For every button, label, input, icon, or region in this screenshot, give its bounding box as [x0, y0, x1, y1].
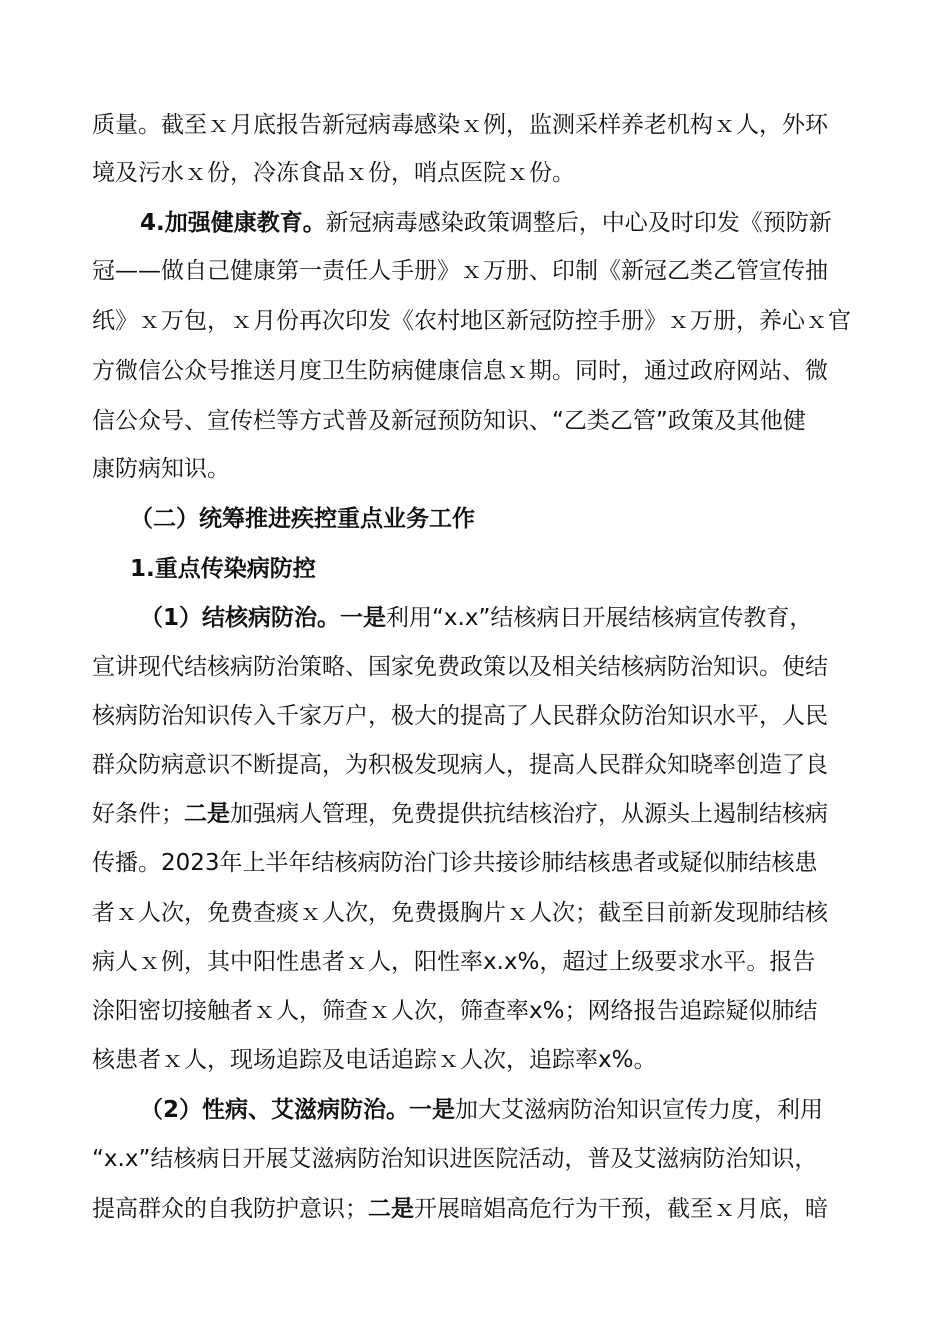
- text-line: （2）性病、艾滋病防治。一是加大艾滋病防治知识宣传力度，利用: [140, 1097, 824, 1123]
- text-line: 群众防病意识不断提高，为积极发现病人，提高人民群众知晓率创造了良: [92, 752, 828, 778]
- text-line: 核患者ｘ人，现场追踪及电话追踪ｘ人次，追踪率x%。: [92, 1047, 657, 1073]
- text-line: 好条件；二是加强病人管理，免费提供抗结核治疗，从源头上遏制结核病: [92, 801, 828, 827]
- text-line: 核病防治知识传入千家万户，极大的提高了人民群众防治知识水平，人民: [92, 703, 828, 729]
- text-line: 境及污水ｘ份，冷冻食品ｘ份，哨点医院ｘ份。: [92, 160, 575, 186]
- text-line: 病人ｘ例，其中阳性患者ｘ人，阳性率x.x%，超过上级要求水平。报告: [92, 949, 816, 975]
- text-line: 传播。2023年上半年结核病防治门诊共接诊肺结核患者或疑似肺结核患: [92, 850, 818, 876]
- text-line: 提高群众的自我防护意识；二是开展暗娼高危行为干预，截至ｘ月底，暗: [92, 1196, 828, 1222]
- section-heading: 4.加强健康教育。: [140, 210, 326, 236]
- text-line: （1）结核病防治。一是利用“x.x”结核病日开展结核病宣传教育，: [140, 605, 813, 631]
- text-line: 纸》ｘ万包，ｘ月份再次印发《农村地区新冠防控手册》ｘ万册，养心ｘ官: [92, 308, 851, 334]
- text-line: 信公众号、宣传栏等方式普及新冠预防知识、“乙类乙管”政策及其他健: [92, 408, 806, 434]
- section-heading: （二）统筹推进疾控重点业务工作: [130, 506, 475, 532]
- text-line: 康防病知识。: [92, 456, 230, 482]
- text-line: “x.x”结核病日开展艾滋病防治知识进医院活动，普及艾滋病防治知识，: [92, 1146, 818, 1172]
- text-line: 质量。截至ｘ月底报告新冠病毒感染ｘ例，监测采样养老机构ｘ人，外环: [92, 112, 828, 138]
- subsection-heading: 1.重点传染病防控: [130, 556, 316, 582]
- text-line: 4.加强健康教育。新冠病毒感染政策调整后，中心及时印发《预防新: [140, 210, 832, 236]
- text-line: 方微信公众号推送月度卫生防病健康信息ｘ期。同时，通过政府网站、微: [92, 358, 828, 384]
- text-line: 涂阳密切接触者ｘ人，筛查ｘ人次，筛查率x%；网络报告追踪疑似肺结: [92, 998, 818, 1024]
- text-line: 者ｘ人次，免费查痰ｘ人次，免费摄胸片ｘ人次；截至目前新发现肺结核: [92, 900, 828, 926]
- text-line: 宣讲现代结核病防治策略、国家免费政策以及相关结核病防治知识。使结: [92, 654, 828, 680]
- text-line: 冠——做自己健康第一责任人手册》ｘ万册、印制《新冠乙类乙管宣传抽: [92, 258, 828, 284]
